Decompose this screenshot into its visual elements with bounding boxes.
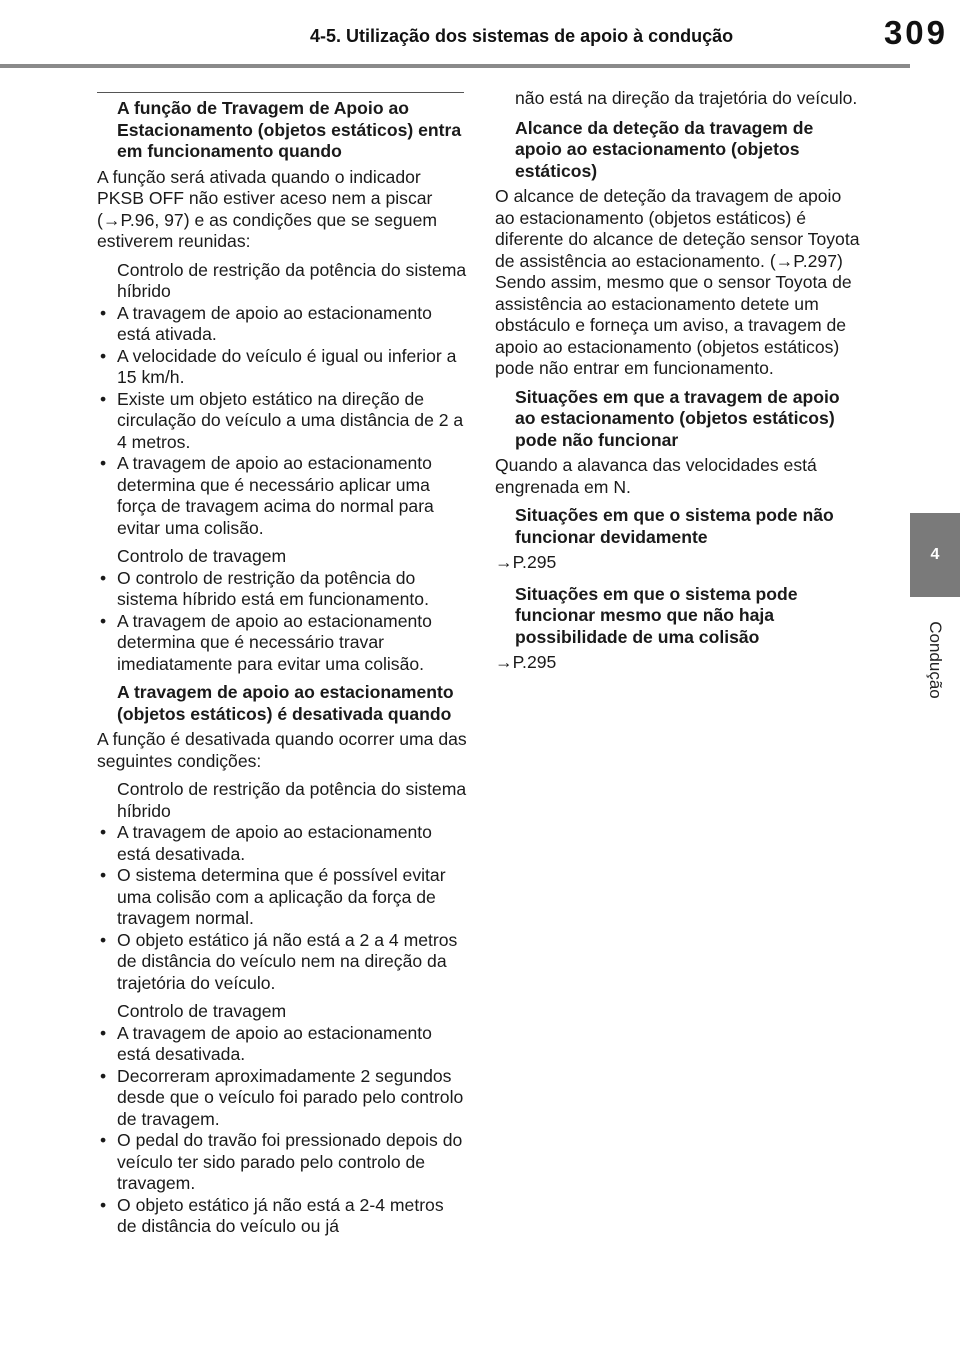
list-item: • O controlo de restrição da potência do sistema híbrido está em funcionamento.	[97, 568, 467, 611]
sub-title-brake-control: Controlo de travagem	[117, 1001, 287, 1021]
continued-text: não está na direção da trajetória do veículo.	[515, 88, 858, 108]
list-item: • O sistema determina que é possível evitar uma colisão com a aplicação da força de travagem normal.	[97, 865, 467, 930]
sub-title-brake-control: Controlo de travagem	[117, 546, 287, 566]
list-item: • O objeto estático já não está a 2-4 metros de distância do veículo ou já	[97, 1195, 467, 1238]
list-deactivation-brake	[97, 1023, 467, 1238]
list-activation-brake	[97, 568, 467, 676]
chapter-label: Condução	[926, 620, 945, 699]
list-item: • A travagem de apoio ao estacionamento determina que é necessário travar imediatamente para evitar uma colisão.	[97, 611, 467, 676]
chapter-label-container	[910, 597, 960, 722]
list-item: • A velocidade do veículo é igual ou inferior a 15 km/h.	[97, 346, 467, 389]
page-reference-link[interactable]: →P.295	[495, 652, 557, 672]
list-item: • A travagem de apoio ao estacionamento está desativada.	[97, 1023, 467, 1066]
paragraph-may-not-operate: Quando a alavanca das velocidades está engrenada em N.	[495, 455, 817, 497]
header-rule	[0, 64, 910, 68]
page-reference-link[interactable]: →P.295	[495, 552, 557, 572]
list-deactivation-power	[97, 822, 467, 994]
paragraph-detection-range: O alcance de deteção da travagem de apoio ao estacionamento (objetos estáticos) é diferente do alcance de deteção sensor Toyota de assistência ao estacionamento. (→P.297) Sendo assim, mesmo que o sensor Toyota de assistência ao estacionamento detete um obstáculo e forneça um aviso, a travagem de apoio ao estacionamento (objetos estáticos) pode não entrar em funcionamento.	[495, 186, 860, 378]
section-title: 4-5. Utilização dos sistemas de apoio à condução	[310, 26, 734, 46]
list-item: • O objeto estático já não está a 2 a 4 metros de distância do veículo nem na direção da trajetória do veículo.	[97, 930, 467, 995]
list-activation-power	[97, 303, 467, 540]
subheading-may-not-operate: Situações em que a travagem de apoio ao estacionamento (objetos estáticos) pode não funcionar	[515, 386, 840, 450]
right-column	[495, 88, 865, 684]
paragraph-activation: A função será ativada quando o indicador PKSB OFF não estiver aceso nem a piscar (→P.96, 97) e as condições que se seguem estiverem reunidas:	[97, 166, 438, 251]
list-item: • A travagem de apoio ao estacionamento está desativada.	[97, 822, 467, 865]
list-item: • A travagem de apoio ao estacionamento está ativada.	[97, 303, 467, 346]
list-item: • A travagem de apoio ao estacionamento determina que é necessário aplicar uma força de travagem acima do normal para evitar uma colisão.	[97, 453, 467, 539]
chapter-tab[interactable]: 4	[910, 513, 960, 597]
subheading-deactivation: A travagem de apoio ao estacionamento (objetos estáticos) é desativada quando	[117, 682, 454, 724]
left-column	[97, 88, 467, 1245]
subheading-may-not-function: Situações em que o sistema pode não funcionar devidamente	[515, 505, 834, 547]
sub-title-power-restriction: Controlo de restrição da potência do sistema híbrido	[117, 779, 467, 821]
subheading-may-operate-without-collision: Situações em que o sistema pode funcionar mesmo que não haja possibilidade de uma colisão	[515, 583, 798, 647]
list-item: • O pedal do travão foi pressionado depois do veículo ter sido parado pelo controlo de travagem.	[97, 1130, 467, 1195]
page-number: 309	[883, 14, 948, 51]
list-item: • Existe um objeto estático na direção de circulação do veículo a uma distância de 2 a 4 metros.	[97, 389, 467, 454]
sub-title-power-restriction: Controlo de restrição da potência do sistema híbrido	[117, 259, 467, 301]
paragraph-deactivation: A função é desativada quando ocorrer uma das seguintes condições:	[97, 729, 467, 771]
subheading-activation: A função de Travagem de Apoio ao Estacionamento (objetos estáticos) entra em funcionamento quando	[117, 98, 462, 161]
list-item: • Decorreram aproximadamente 2 segundos desde que o veículo foi parado pelo controlo de travagem.	[97, 1066, 467, 1131]
subheading-detection-range: Alcance da deteção da travagem de apoio ao estacionamento (objetos estáticos)	[515, 117, 814, 181]
